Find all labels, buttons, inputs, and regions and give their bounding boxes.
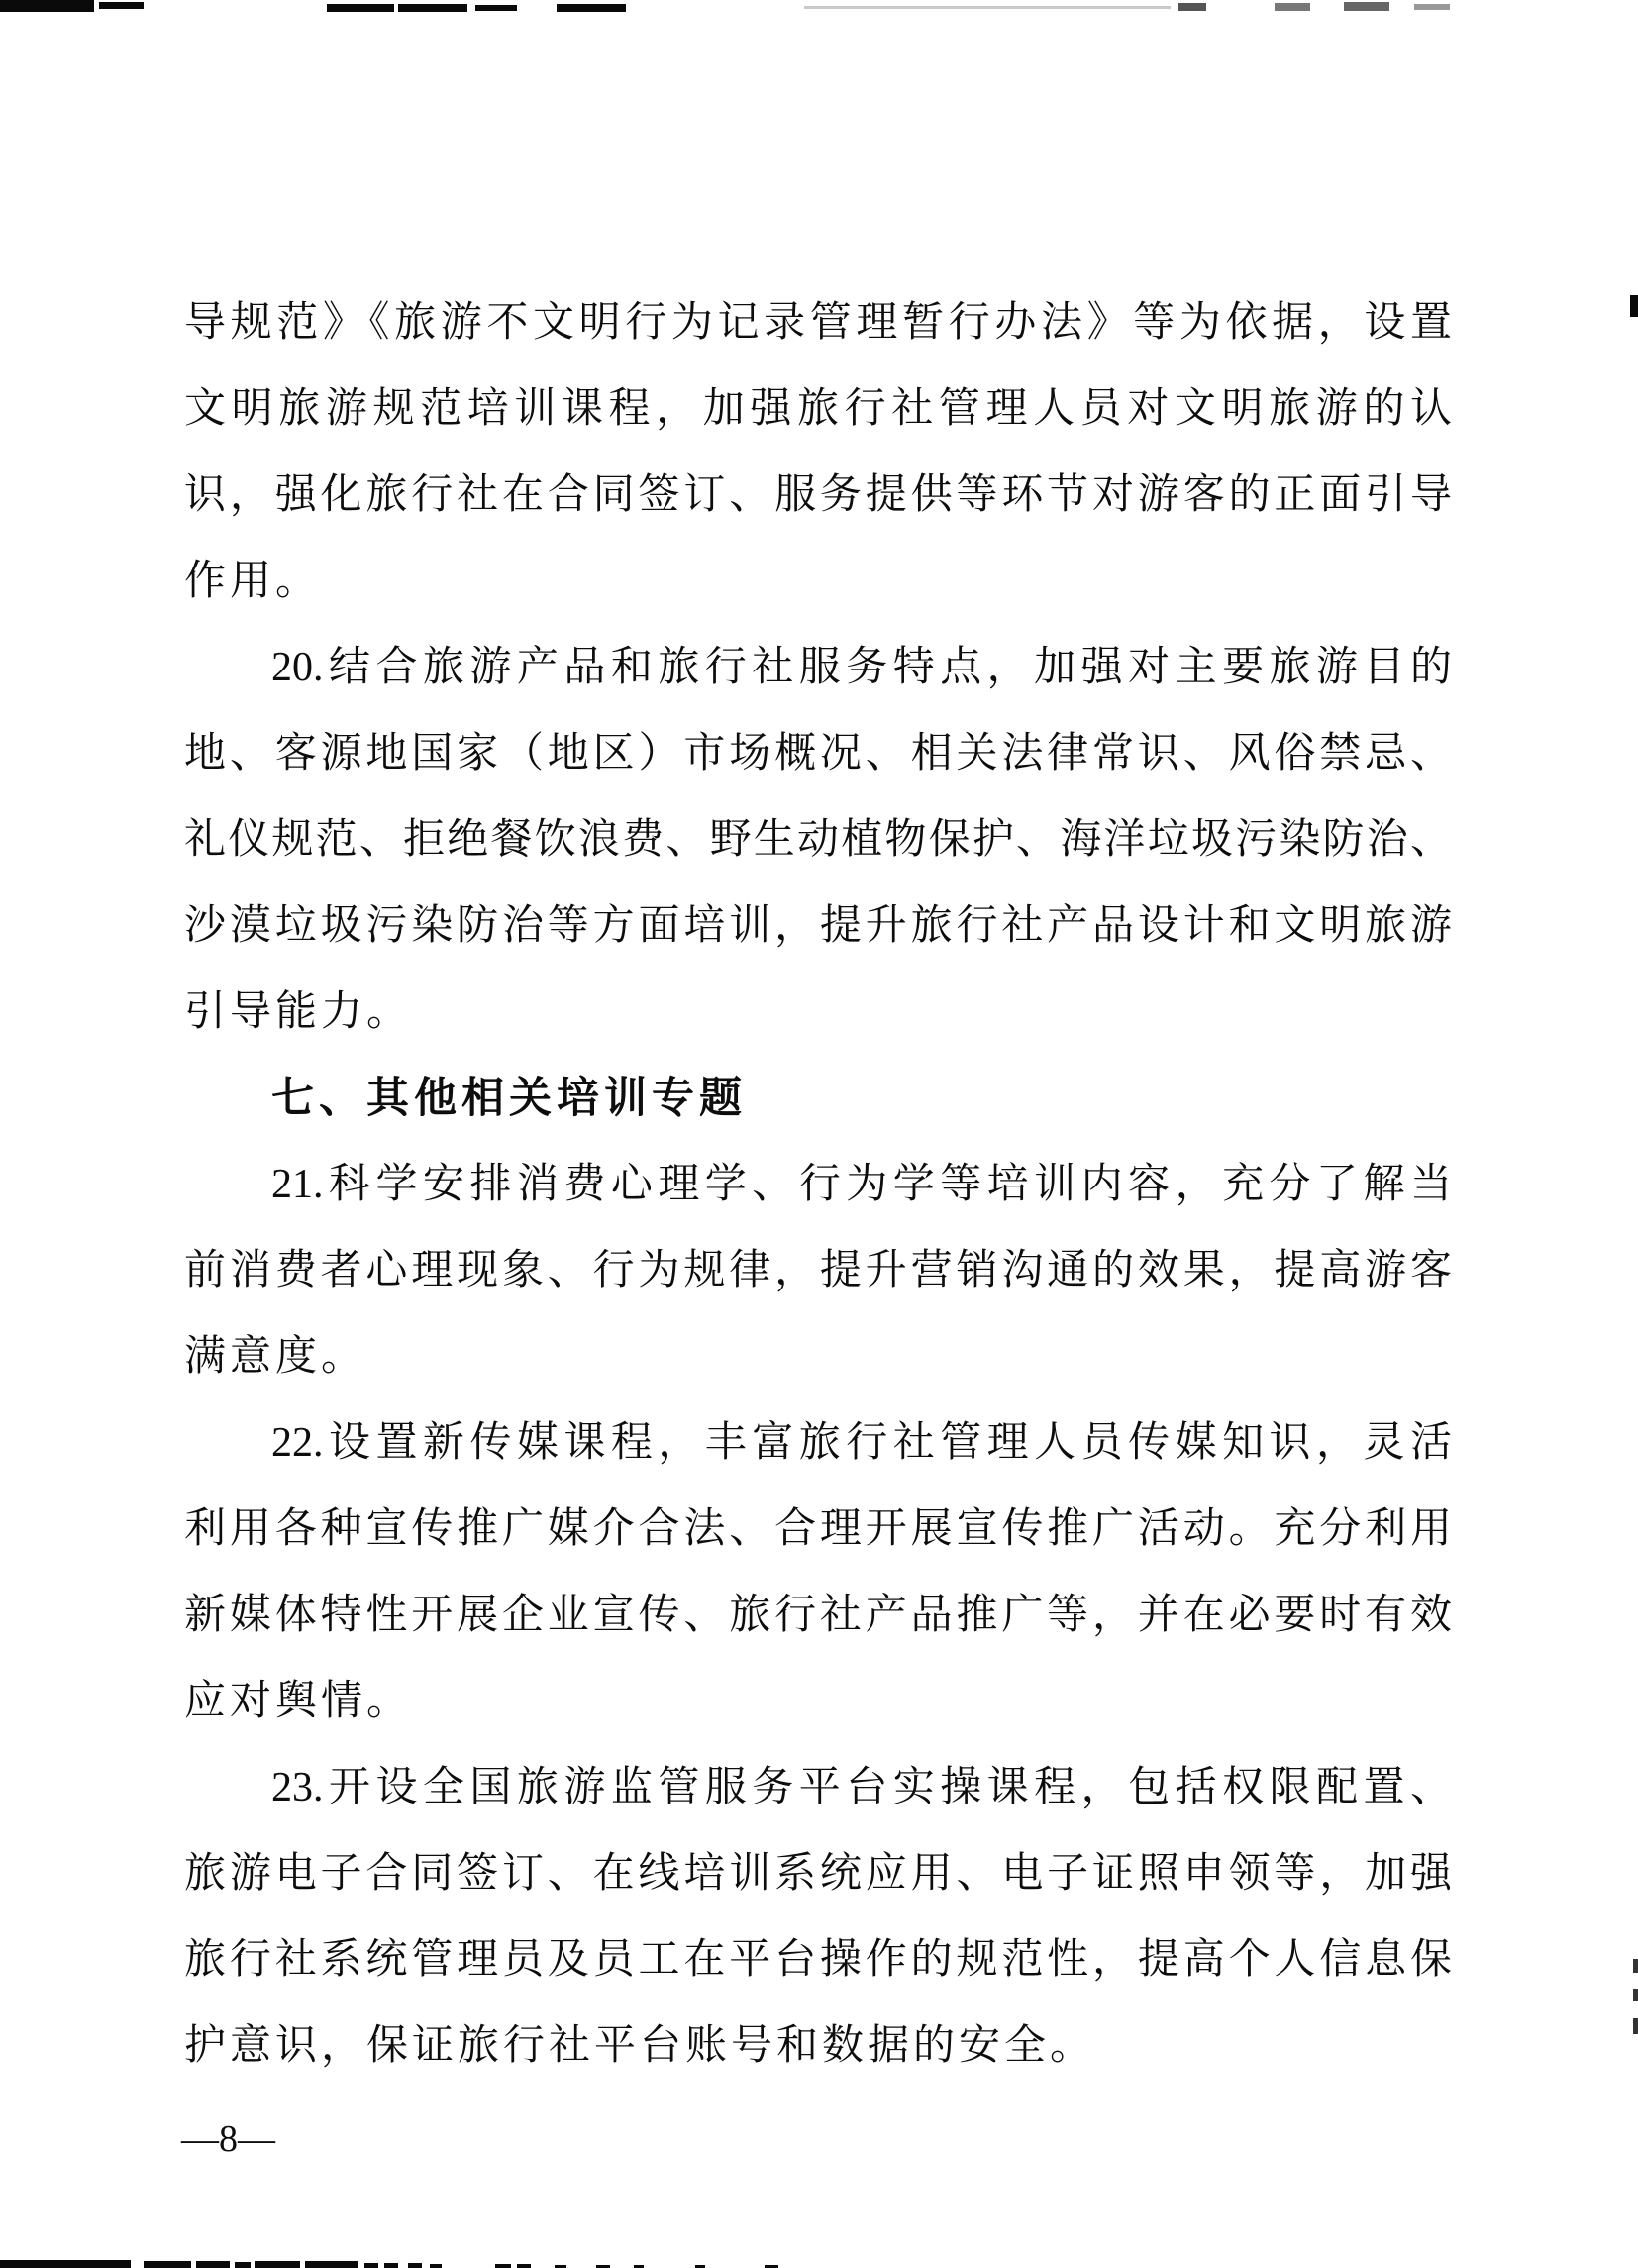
scan-mark — [408, 2263, 422, 2268]
doc-line: 22.设置新传媒课程，丰富旅行社管理人员传媒知识，灵活 — [271, 1420, 1452, 1466]
doc-line: 23.开设全国旅游监管服务平台实操课程，包括权限配置、 — [271, 1765, 1452, 1810]
doc-line: 引导能力。 — [184, 989, 413, 1035]
scan-mark — [327, 4, 394, 12]
scan-mark — [384, 2263, 398, 2268]
doc-line: 应对舆情。 — [184, 1679, 413, 1724]
scan-mark — [430, 2264, 442, 2268]
scan-mark — [1633, 1959, 1638, 1973]
page-number: —8— — [181, 2118, 275, 2160]
doc-line: 礼仪规范、拒绝餐饮浪费、野生动植物保护、海洋垃圾污染防治、 — [184, 817, 1452, 863]
scan-mark — [398, 4, 467, 12]
scan-mark — [0, 2260, 131, 2268]
doc-line: 护意识，保证旅行社平台账号和数据的安全。 — [184, 2023, 1096, 2069]
doc-line: 地、客源地国家（地区）市场概况、相关法律常识、风俗禁忌、 — [184, 731, 1452, 776]
scan-mark — [495, 2264, 511, 2268]
doc-line: 旅行社系统管理员及员工在平台操作的规范性，提高个人信息保 — [184, 1937, 1452, 1983]
section-heading: 七、其他相关培训专题 — [271, 1075, 747, 1122]
scan-mark — [196, 2261, 230, 2268]
doc-line: 识，强化旅行社在合同签订、服务提供等环节对游客的正面引导 — [184, 472, 1452, 518]
scan-mark — [0, 0, 94, 12]
doc-line: 新媒体特性开展企业宣传、旅行社产品推广等，并在必要时有效 — [184, 1593, 1452, 1638]
scan-mark — [475, 5, 517, 11]
doc-line: 满意度。 — [184, 1334, 367, 1380]
doc-line: 前消费者心理现象、行为规律，提升营销沟通的效果，提高游客 — [184, 1248, 1452, 1293]
scan-mark — [99, 2, 144, 9]
scan-mark — [1178, 3, 1206, 11]
scan-mark — [1633, 1989, 1638, 2001]
scan-mark — [804, 6, 1171, 9]
doc-line: 作用。 — [184, 559, 322, 604]
doc-line: 21.科学安排消费心理学、行为学等培训内容，充分了解当 — [271, 1162, 1452, 1207]
scan-mark — [557, 4, 626, 12]
scan-mark — [255, 2261, 300, 2268]
scan-mark — [1344, 2, 1389, 11]
doc-line: 导规范》《旅游不文明行为记录管理暂行办法》等为依据，设置 — [184, 300, 1452, 346]
scan-mark — [1414, 4, 1450, 10]
scan-mark — [364, 2263, 378, 2268]
scan-mark — [305, 2261, 358, 2268]
scan-mark — [1633, 2018, 1638, 2034]
doc-line: 文明旅游规范培训课程，加强旅行社管理人员对文明旅游的认 — [184, 386, 1452, 432]
doc-line: 旅游电子合同签订、在线培训系统应用、电子证照申领等，加强 — [184, 1851, 1452, 1897]
doc-line: 利用各种宣传推广媒介合法、合理开展宣传推广活动。充分利用 — [184, 1506, 1452, 1552]
scan-mark — [1630, 295, 1638, 317]
document-body — [184, 280, 1452, 2090]
scan-mark — [517, 2264, 531, 2268]
scan-mark — [1275, 3, 1310, 11]
doc-line: 沙漠垃圾污染防治等方面培训，提升旅行社产品设计和文明旅游 — [184, 903, 1452, 949]
scan-mark — [144, 2261, 191, 2268]
doc-line: 20.结合旅游产品和旅行社服务特点，加强对主要旅游目的 — [271, 645, 1452, 690]
scan-mark — [235, 2262, 251, 2268]
